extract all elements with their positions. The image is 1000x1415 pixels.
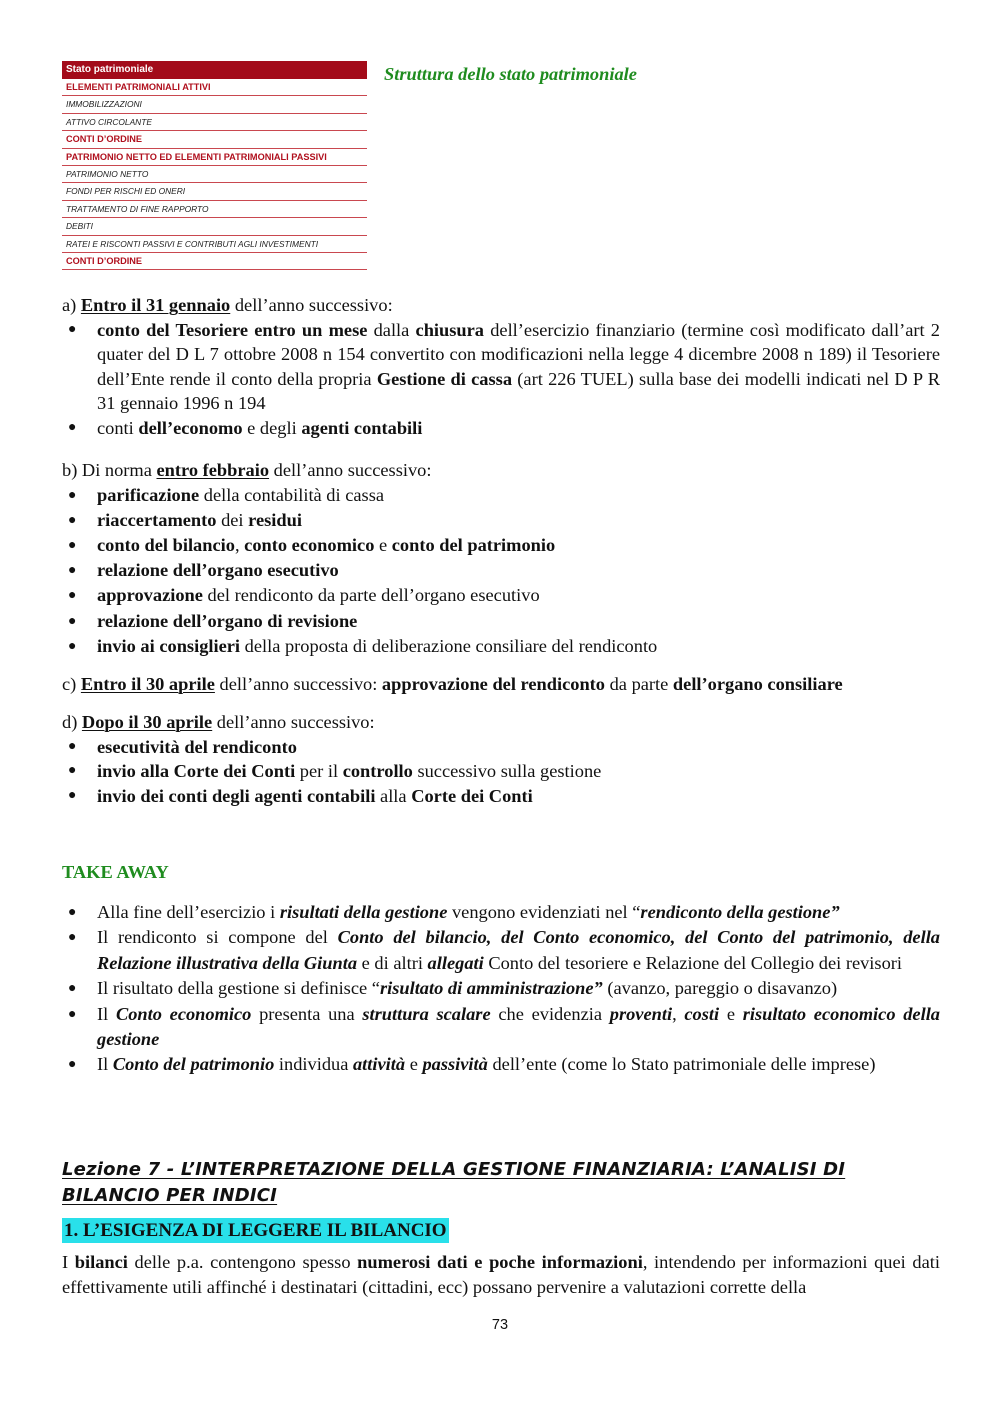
section-d-list xyxy=(62,735,940,809)
table-row: CONTI D’ORDINE xyxy=(62,131,367,148)
table-row: IMMOBILIZZAZIONI xyxy=(62,96,367,113)
section-c-text: c) Entro il 30 aprile dell’anno successivo: approvazione del rendiconto da parte dell’organo consiliare xyxy=(62,674,843,694)
lesson-heading: Lezione 7 - L’INTERPRETAZIONE DELLA GESTIONE FINANZIARIA: L’ANALISI DI BILANCIO PER INDICI xyxy=(62,1159,846,1206)
section-d-heading: d) Dopo il 30 aprile dell’anno successivo: xyxy=(62,712,375,732)
list-item: ● esecutività del rendiconto xyxy=(68,736,297,757)
section-b-heading: b) Di norma entro febbraio dell’anno successivo: xyxy=(62,460,432,480)
section-b-list xyxy=(62,483,940,659)
body-paragraph: I bilanci delle p.a. contengono spesso numerosi dati e poche informazioni, intendendo per informazioni quei dati effettivamente utili affinché i destinatari (cittadini, ecc) possano pervenire a valutazioni corrette della xyxy=(62,1252,940,1297)
table-row: ATTIVO CIRCOLANTE xyxy=(62,114,367,131)
table-row: TRATTAMENTO DI FINE RAPPORTO xyxy=(62,201,367,218)
section-a-list xyxy=(62,318,940,441)
list-item: ● Il Conto del patrimonio individua attività e passività dell’ente (come lo Stato patrimoniale delle imprese) xyxy=(68,1054,876,1075)
section-a-heading: a) Entro il 31 gennaio dell’anno successivo: xyxy=(62,295,393,315)
table-row: RATEI E RISCONTI PASSIVI E CONTRIBUTI AGLI INVESTIMENTI xyxy=(62,236,367,253)
section-heading xyxy=(62,1218,940,1243)
list-item: ● conto del Tesoriere entro un mese dalla chiusura dell’esercizio finanziario (termine così modificato dall’art 2 quater del D L 7 ottobre 2008 n 154 convertito con modificazioni nella legge 4 dicembre 2008 n 189) il Tesoriere dell’Ente rende il conto della propria Gestione di cassa (art 226 TUEL) sulla base dei modelli indicati nel D P R 31 gennaio 1996 n 194 xyxy=(68,319,940,414)
list-item: ● riaccertamento dei residui xyxy=(68,509,302,530)
table-row: PATRIMONIO NETTO xyxy=(62,166,367,183)
list-item: ● approvazione del rendiconto da parte dell’organo esecutivo xyxy=(68,585,540,606)
deadline: entro febbraio xyxy=(156,460,270,480)
list-item: ● conto del bilancio, conto economico e conto del patrimonio xyxy=(68,535,556,555)
list-item: ● Alla fine dell’esercizio i risultati della gestione vengono evidenziati nel “rendiconto della gestione” xyxy=(68,902,840,922)
takeaway-list xyxy=(62,900,940,1078)
stato-patrimoniale-table xyxy=(62,61,367,270)
table-rows xyxy=(62,79,367,270)
deadline: Entro il 31 gennaio xyxy=(80,295,231,315)
list-item: ● invio ai consiglieri della proposta di deliberazione consiliare del rendiconto xyxy=(68,635,658,656)
section-c xyxy=(62,672,940,697)
list-item: ● conti dell’economo e degli agenti contabili xyxy=(68,417,423,438)
table-row: CONTI D’ORDINE xyxy=(62,253,367,270)
list-item: ● parificazione della contabilità di cassa xyxy=(68,484,385,505)
table-caption: Struttura dello stato patrimoniale xyxy=(384,64,637,84)
page-number: 73 xyxy=(491,1317,509,1333)
list-item: ● invio alla Corte dei Conti per il controllo successivo sulla gestione xyxy=(68,761,602,782)
list-item: ● invio dei conti degli agenti contabili alla Corte dei Conti xyxy=(68,785,533,806)
section-title: 1. L’ESIGENZA DI LEGGERE IL BILANCIO xyxy=(64,1220,447,1241)
list-item: ● relazione dell’organo esecutivo xyxy=(68,560,339,581)
list-item: ● relazione dell’organo di revisione xyxy=(68,610,358,631)
table-row: PATRIMONIO NETTO ED ELEMENTI PATRIMONIALI PASSIVI xyxy=(62,149,367,166)
list-item: ● Il Conto economico presenta una struttura scalare che evidenzia proventi, costi e risultato economico della gestione xyxy=(68,1003,940,1050)
section-d xyxy=(62,710,940,808)
section-b xyxy=(62,458,940,659)
deadline: Dopo il 30 aprile xyxy=(81,712,213,732)
table-row: DEBITI xyxy=(62,218,367,235)
deadline: Entro il 30 aprile xyxy=(80,674,215,694)
list-item: ● Il rendiconto si compone del Conto del bilancio, del Conto economico, del Conto del patrimonio, della Relazione illustrativa della Giunta e di altri allegati Conto del tesoriere e Relazione del Collegio dei revisori xyxy=(68,927,941,973)
list-item: ● Il risultato della gestione si definisce “risultato di amministrazione” (avanzo, pareggio o disavanzo) xyxy=(68,978,838,999)
takeaway-title: TAKE AWAY xyxy=(62,862,169,882)
table-header: Stato patrimoniale xyxy=(62,61,367,79)
table-row: FONDI PER RISCHI ED ONERI xyxy=(62,183,367,200)
table-row: ELEMENTI PATRIMONIALI ATTIVI xyxy=(62,79,367,96)
section-a xyxy=(62,293,940,441)
